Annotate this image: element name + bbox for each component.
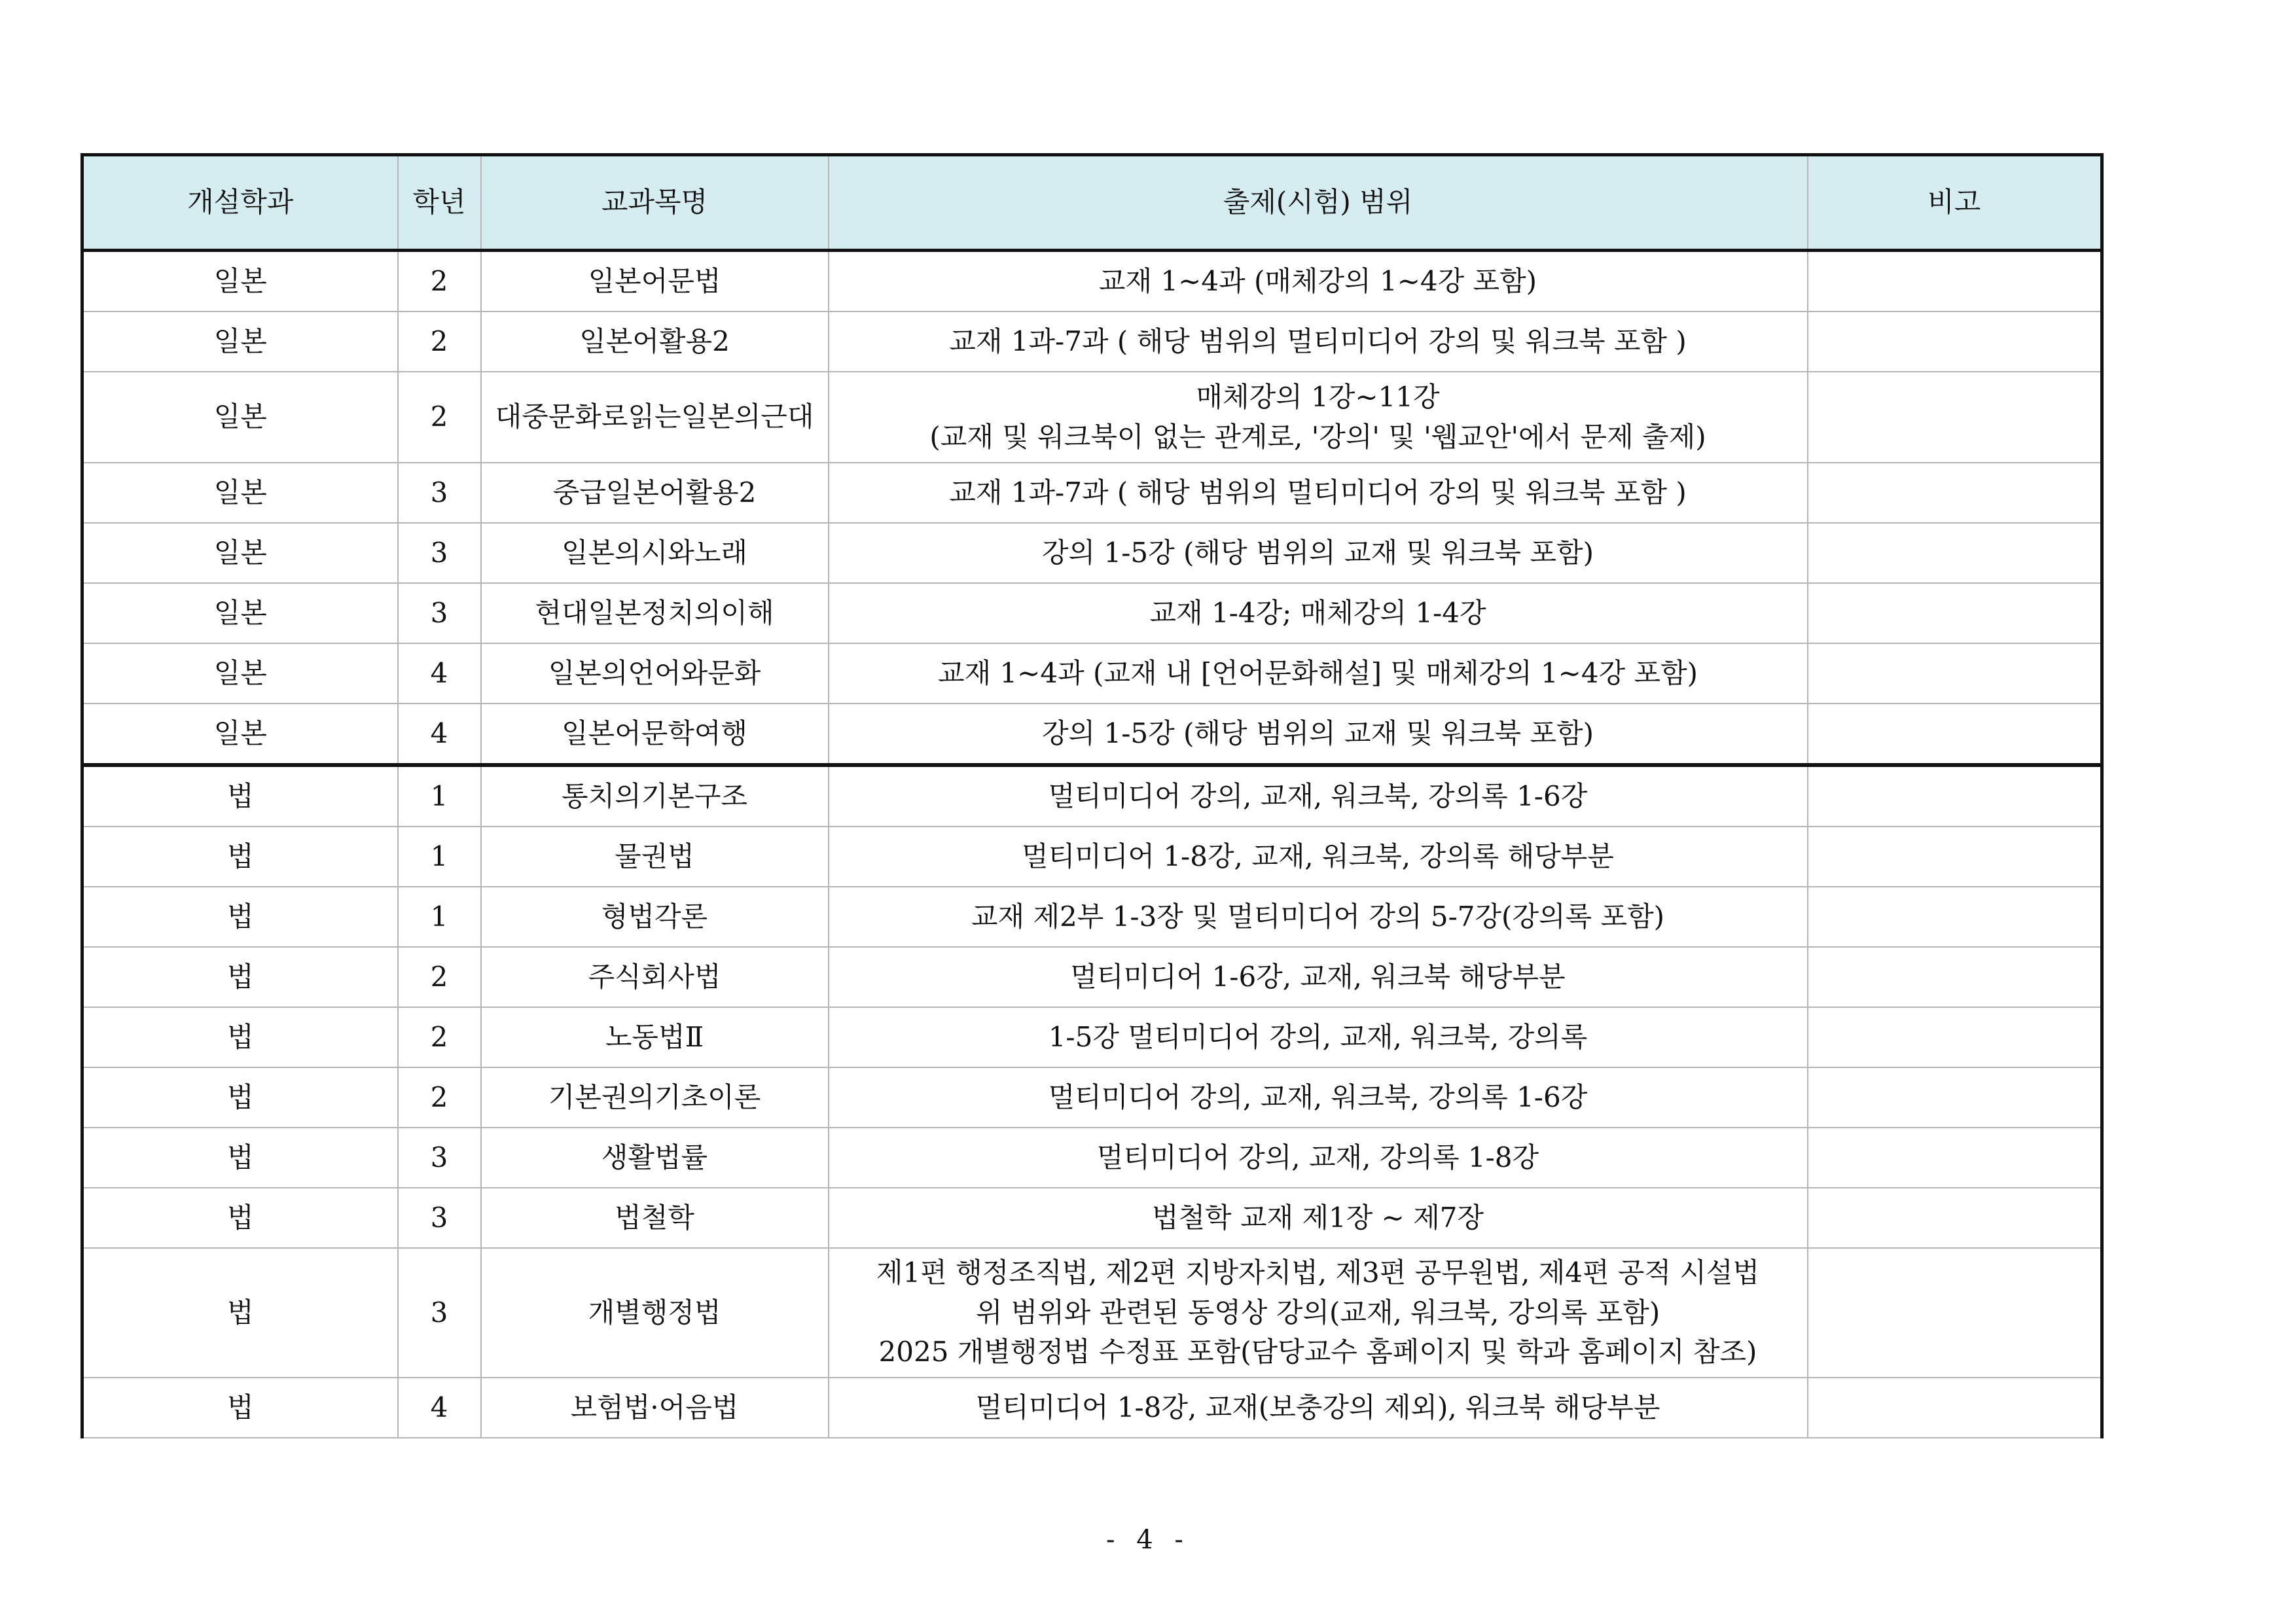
table-row xyxy=(82,1188,2102,1248)
cell-note xyxy=(1808,1248,2102,1378)
cell-course: 개별행정법 xyxy=(481,1248,829,1378)
table-row xyxy=(82,1378,2102,1438)
range-line: 멀티미디어 강의, 교재, 워크북, 강의록 1-6강 xyxy=(1048,779,1588,812)
cell-range xyxy=(829,583,1808,643)
range-line: 멀티미디어 강의, 교재, 워크북, 강의록 1-6강 xyxy=(1048,1080,1588,1113)
cell-year: 3 xyxy=(398,583,481,643)
range-line: 2025 개별행정법 수정표 포함(담당교수 홈페이지 및 학과 홈페이지 참조) xyxy=(878,1336,1757,1368)
table-row xyxy=(82,312,2102,372)
cell-year: 2 xyxy=(398,947,481,1007)
cell-dept: 일본 xyxy=(82,704,398,765)
cell-course: 통치의기본구조 xyxy=(481,765,829,827)
header-dept: 개설학과 xyxy=(82,155,398,251)
cell-range xyxy=(829,827,1808,887)
cell-year: 2 xyxy=(398,251,481,312)
range-line: 멀티미디어 1-8강, 교재(보충강의 제외), 워크북 해당부분 xyxy=(975,1391,1660,1423)
cell-note xyxy=(1808,1007,2102,1067)
cell-dept: 법 xyxy=(82,1248,398,1378)
table-row xyxy=(82,1248,2102,1378)
table-row xyxy=(82,583,2102,643)
cell-course: 주식회사법 xyxy=(481,947,829,1007)
cell-year: 3 xyxy=(398,523,481,583)
cell-note xyxy=(1808,887,2102,947)
cell-dept: 일본 xyxy=(82,583,398,643)
cell-dept: 일본 xyxy=(82,312,398,372)
table-row xyxy=(82,1128,2102,1188)
cell-course: 현대일본정치의이해 xyxy=(481,583,829,643)
range-line: 제1편 행정조직법, 제2편 지방자치법, 제3편 공무원법, 제4편 공적 시설법 xyxy=(876,1256,1760,1289)
cell-note xyxy=(1808,251,2102,312)
cell-dept: 법 xyxy=(82,887,398,947)
table-row xyxy=(82,887,2102,947)
cell-dept: 일본 xyxy=(82,523,398,583)
cell-note xyxy=(1808,1188,2102,1248)
cell-note xyxy=(1808,1378,2102,1438)
table-row xyxy=(82,1007,2102,1067)
cell-year: 3 xyxy=(398,1248,481,1378)
cell-note xyxy=(1808,523,2102,583)
cell-dept: 일본 xyxy=(82,251,398,312)
cell-range xyxy=(829,1067,1808,1128)
page-number: - 4 - xyxy=(1106,1525,1190,1555)
cell-range xyxy=(829,1248,1808,1378)
cell-year: 3 xyxy=(398,1128,481,1188)
range-line: 강의 1-5강 (해당 범위의 교재 및 워크북 포함) xyxy=(1041,536,1594,569)
cell-range xyxy=(829,643,1808,704)
cell-course: 일본어문학여행 xyxy=(481,704,829,765)
cell-range xyxy=(829,463,1808,523)
cell-course: 물권법 xyxy=(481,827,829,887)
table-row xyxy=(82,704,2102,765)
cell-year: 4 xyxy=(398,1378,481,1438)
table-row xyxy=(82,643,2102,704)
cell-range xyxy=(829,312,1808,372)
exam-range-table xyxy=(81,153,2104,1438)
header-year: 학년 xyxy=(398,155,481,251)
cell-range xyxy=(829,523,1808,583)
cell-dept: 법 xyxy=(82,827,398,887)
cell-course: 보험법·어음법 xyxy=(481,1378,829,1438)
range-line: 교재 1과-7과 ( 해당 범위의 멀티미디어 강의 및 워크북 포함 ) xyxy=(949,476,1687,508)
table-row xyxy=(82,463,2102,523)
cell-year: 3 xyxy=(398,463,481,523)
cell-note xyxy=(1808,947,2102,1007)
cell-note xyxy=(1808,372,2102,463)
cell-range xyxy=(829,1188,1808,1248)
range-line: 멀티미디어 1-8강, 교재, 워크북, 강의록 해당부분 xyxy=(1022,840,1614,872)
cell-course: 노동법Ⅱ xyxy=(481,1007,829,1067)
cell-dept: 법 xyxy=(82,1128,398,1188)
cell-course: 기본권의기초이론 xyxy=(481,1067,829,1128)
range-line: 강의 1-5강 (해당 범위의 교재 및 워크북 포함) xyxy=(1041,717,1594,749)
cell-course: 대중문화로읽는일본의근대 xyxy=(481,372,829,463)
header-range: 출제(시험) 범위 xyxy=(829,155,1808,251)
cell-note xyxy=(1808,1067,2102,1128)
range-line: 멀티미디어 강의, 교재, 강의록 1-8강 xyxy=(1096,1141,1539,1173)
cell-note xyxy=(1808,463,2102,523)
cell-dept: 법 xyxy=(82,947,398,1007)
cell-note xyxy=(1808,312,2102,372)
cell-dept: 법 xyxy=(82,1188,398,1248)
cell-dept: 법 xyxy=(82,1007,398,1067)
range-line: 교재 1~4과 (교재 내 [언어문화해설] 및 매체강의 1~4강 포함) xyxy=(937,656,1698,689)
table-row xyxy=(82,765,2102,827)
cell-year: 2 xyxy=(398,1067,481,1128)
range-line: 교재 1과-7과 ( 해당 범위의 멀티미디어 강의 및 워크북 포함 ) xyxy=(949,325,1687,357)
table-row xyxy=(82,251,2102,312)
cell-range xyxy=(829,372,1808,463)
cell-dept: 법 xyxy=(82,765,398,827)
cell-year: 2 xyxy=(398,312,481,372)
cell-range xyxy=(829,251,1808,312)
cell-dept: 일본 xyxy=(82,643,398,704)
table-header-row xyxy=(82,155,2102,251)
range-line: 위 범위와 관련된 동영상 강의(교재, 워크북, 강의록 포함) xyxy=(975,1296,1660,1329)
cell-year: 1 xyxy=(398,887,481,947)
range-line: 법철학 교재 제1장 ~ 제7장 xyxy=(1151,1201,1484,1234)
cell-dept: 법 xyxy=(82,1378,398,1438)
cell-dept: 일본 xyxy=(82,463,398,523)
header-note: 비고 xyxy=(1808,155,2102,251)
range-line: 교재 1~4과 (매체강의 1~4강 포함) xyxy=(1098,264,1537,297)
table-row xyxy=(82,372,2102,463)
table-row xyxy=(82,1067,2102,1128)
table-row xyxy=(82,827,2102,887)
cell-course: 형법각론 xyxy=(481,887,829,947)
cell-range xyxy=(829,1128,1808,1188)
header-course: 교과목명 xyxy=(481,155,829,251)
cell-year: 4 xyxy=(398,643,481,704)
range-line: 교재 제2부 1-3장 및 멀티미디어 강의 5-7강(강의록 포함) xyxy=(971,900,1665,933)
cell-note xyxy=(1808,643,2102,704)
cell-note xyxy=(1808,827,2102,887)
cell-range xyxy=(829,1378,1808,1438)
cell-year: 2 xyxy=(398,372,481,463)
cell-range xyxy=(829,704,1808,765)
cell-year: 2 xyxy=(398,1007,481,1067)
range-line: 교재 1-4강; 매체강의 1-4강 xyxy=(1149,596,1486,629)
table-row xyxy=(82,947,2102,1007)
cell-note xyxy=(1808,1128,2102,1188)
range-line: 멀티미디어 1-6강, 교재, 워크북 해당부분 xyxy=(1070,960,1566,993)
cell-year: 3 xyxy=(398,1188,481,1248)
cell-dept: 일본 xyxy=(82,372,398,463)
cell-year: 4 xyxy=(398,704,481,765)
cell-note xyxy=(1808,704,2102,765)
cell-dept: 법 xyxy=(82,1067,398,1128)
cell-note xyxy=(1808,583,2102,643)
cell-range xyxy=(829,1007,1808,1067)
cell-course: 중급일본어활용2 xyxy=(481,463,829,523)
cell-course: 일본의언어와문화 xyxy=(481,643,829,704)
cell-year: 1 xyxy=(398,827,481,887)
cell-course: 일본어문법 xyxy=(481,251,829,312)
range-line: (교재 및 워크북이 없는 관계로, '강의' 및 '웹교안'에서 문제 출제) xyxy=(929,420,1706,453)
cell-year: 1 xyxy=(398,765,481,827)
range-line: 1-5강 멀티미디어 강의, 교재, 워크북, 강의록 xyxy=(1048,1020,1588,1053)
table-row xyxy=(82,523,2102,583)
cell-range xyxy=(829,947,1808,1007)
table-body xyxy=(82,251,2102,1438)
cell-range xyxy=(829,887,1808,947)
cell-range xyxy=(829,765,1808,827)
cell-course: 법철학 xyxy=(481,1188,829,1248)
cell-course: 일본어활용2 xyxy=(481,312,829,372)
cell-course: 생활법률 xyxy=(481,1128,829,1188)
cell-note xyxy=(1808,765,2102,827)
range-line: 매체강의 1강~11강 xyxy=(1196,380,1440,413)
cell-course: 일본의시와노래 xyxy=(481,523,829,583)
